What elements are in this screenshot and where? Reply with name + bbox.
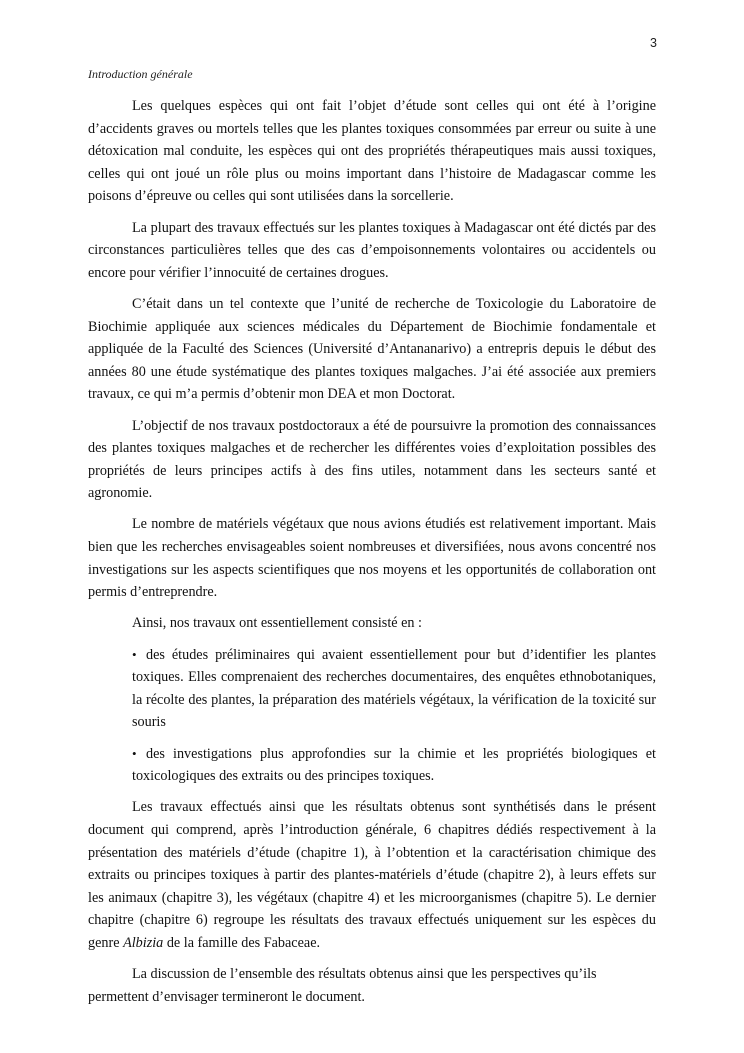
paragraph-5: Le nombre de matériels végétaux que nous avions étudiés est relativement important. Mais bien que les recherches envisageables soient nombreuses et diversifiées, nous avons concentré nos investigations sur les aspects scientifiques que nos moyens et les opportunités de collaboration ont permis d’entreprendre. <box>88 516 656 601</box>
paragraph-1: Les quelques espèces qui ont fait l’objet d’étude sont celles qui ont été à l’origine d’accidents graves ou mortels telles que les plantes toxiques consommées par erreur ou suite à une détoxication mal conduite, les espèces qui ont des propriétés thérapeutiques mais aussi toxiques, celles qui ont joué un rôle plus ou moins important dans l’histoire de Madagascar comme les poisons d’épreuve ou celles qui sont utilisées dans la sorcellerie. <box>88 98 656 205</box>
paragraph-8: La discussion de l’ensemble des résultats obtenus ainsi que les perspectives qu’ils permettent d’envisager termineront le document. <box>88 966 597 1005</box>
paragraph-6: Ainsi, nos travaux ont essentiellement consisté en : <box>132 615 422 632</box>
running-header: Introduction générale <box>88 67 193 81</box>
paragraph-7-text: Les travaux effectués ainsi que les résultats obtenus sont synthétisés dans le présent document qui comprend, après l’introduction générale, 6 chapitres dédiés respectivement à la présentation des matériels d’étude (chapitre 1), à l’obtention et la caractérisation chimique des extraits ou principes toxiques à partir des plantes-matériels d’étude (chapitre 2), à leurs effets sur les animaux (chapitre 3), les végétaux (chapitre 4) et les microorganismes (chapitre 5). Le dernier chapitre (chapitre 6) regroupe les résultats des travaux effectués uniquement sur les espèces du genre <box>88 799 656 951</box>
document-body <box>88 95 656 1017</box>
paragraph-7 <box>88 796 656 954</box>
paragraph-3: C’était dans un tel contexte que l’unité de recherche de Toxicologie du Laboratoire de Biochimie appliquée aux sciences médicales du Département de Biochimie fondamentale et appliquée de la Faculté des Sciences (Université d’Antananarivo) a entrepris depuis le début des années 80 une étude systématique des plantes toxiques malgaches. J’ai été associée aux premiers travaux, ce qui m’a permis d’obtenir mon DEA et mon Doctorat. <box>88 295 656 403</box>
bullet-icon: • <box>132 745 137 761</box>
paragraph-2: La plupart des travaux effectués sur les plantes toxiques à Madagascar ont été dictés par des circonstances particulières telles que des cas d’empoisonnements volontaires ou accidentels ou encore pour vérifier l’innocuité de certaines drogues. <box>88 219 656 281</box>
bullet-item-2 <box>88 743 656 788</box>
genus-name: Albizia <box>123 934 164 951</box>
bullet-item-1 <box>88 644 656 734</box>
bullet-text-1: des études préliminaires qui avaient essentiellement pour but d’identifier les plantes toxiques. Elles comprenaient des recherches documentaires, des enquêtes ethnobotaniques, la récolte des plantes, la préparation des matériels végétaux, la vérification de la toxicité sur souris <box>132 646 656 731</box>
bullet-text-2: des investigations plus approfondies sur la chimie et les propriétés biologiques et toxicologiques des extraits ou des principes toxiques. <box>132 745 656 785</box>
bullet-icon: • <box>132 646 137 662</box>
paragraph-7-end: de la famille des Fabaceae. <box>163 934 321 951</box>
page-number: 3 <box>650 36 657 50</box>
paragraph-4: L’objectif de nos travaux postdoctoraux a été de poursuivre la promotion des connaissances des plantes toxiques malgaches et de rechercher les différentes voies d’exploitation possibles des propriétés de leurs principes actifs à des fins utiles, notamment dans les secteurs santé et agronomie. <box>88 417 656 502</box>
